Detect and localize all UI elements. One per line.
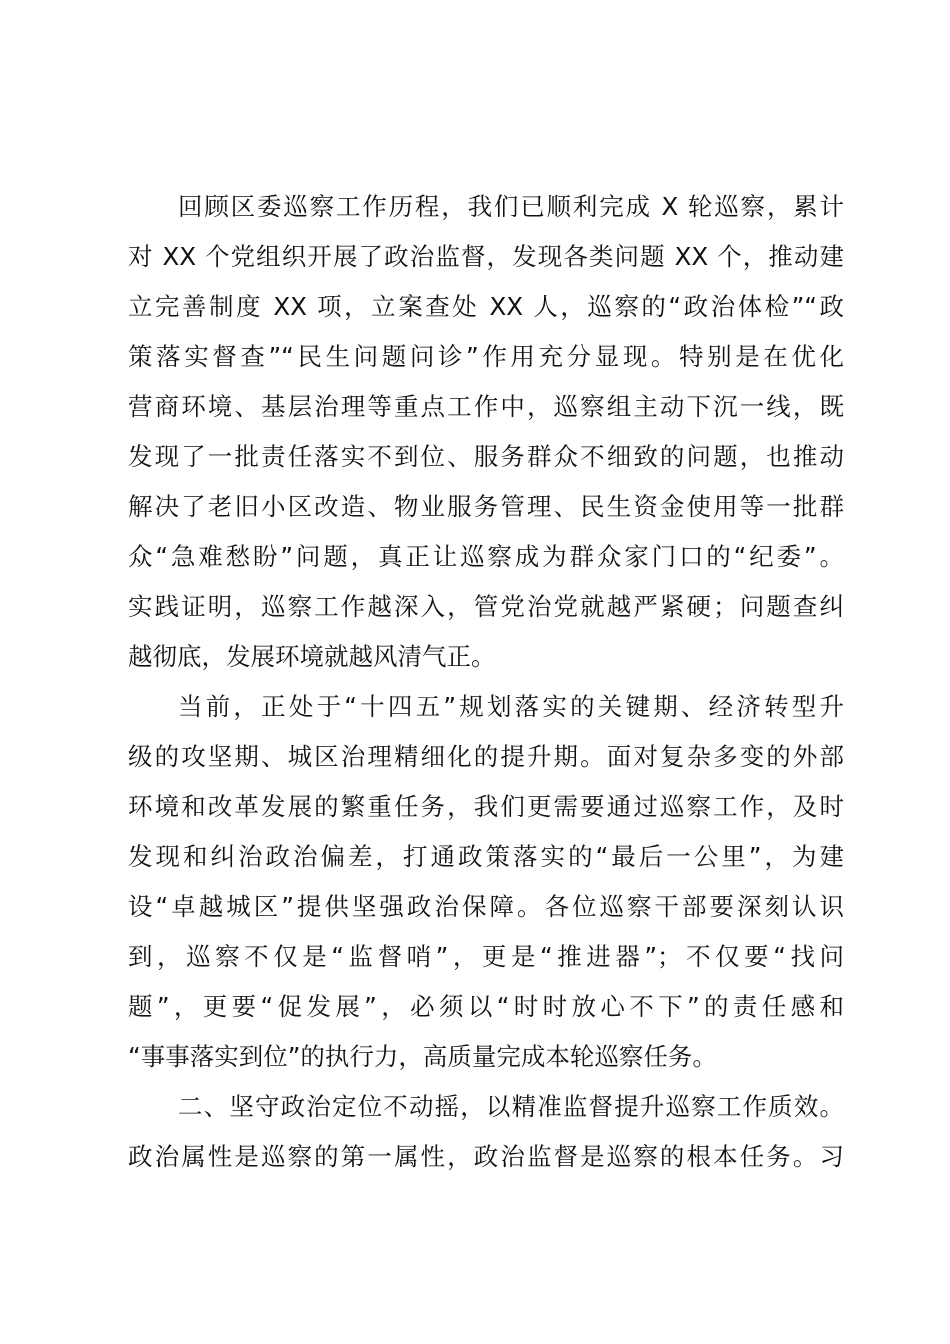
paragraph-section-two (128, 1082, 844, 1182)
text-line: “事事落实到位”的执行力，高质量完成本轮巡察任务。 (128, 1042, 717, 1071)
text-line: 环境和改革发展的繁重任务，我们更需要通过巡察工作，及时 (128, 792, 844, 821)
text-line: 实践证明，巡察工作越深入，管党治党就越严紧硬；问题查纠 (128, 592, 844, 621)
text-line: 级的攻坚期、城区治理精细化的提升期。面对复杂多变的外部 (128, 742, 844, 771)
text-line: 回顾区委巡察工作历程，我们已顺利完成 X 轮巡察，累计 (178, 192, 844, 221)
text-line: 设“卓越城区”提供坚强政治保障。各位巡察干部要深刻认识 (128, 892, 844, 921)
text-line: 发现和纠治政治偏差，打通政策落实的“最后一公里”，为建 (128, 842, 844, 871)
text-line: 到，巡察不仅是“监督哨”，更是“推进器”；不仅要“找问 (128, 942, 844, 971)
text-line: 众“急难愁盼”问题，真正让巡察成为群众家门口的“纪委”。 (128, 542, 844, 571)
text-line: 立完善制度 XX 项，立案查处 XX 人，巡察的“政治体检”“政 (128, 292, 844, 321)
paragraph-review (128, 182, 844, 682)
paragraph-current-situation (128, 682, 844, 1082)
text-line: 题”，更要“促发展”，必须以“时时放心不下”的责任感和 (128, 992, 844, 1021)
text-line: 越彻底，发展环境就越风清气正。 (128, 642, 496, 671)
section-heading-line: 二、坚守政治定位不动摇，以精准监督提升巡察工作质效。 (178, 1092, 844, 1121)
text-line: 解决了老旧小区改造、物业服务管理、民生资金使用等一批群 (128, 492, 844, 521)
document-body (128, 182, 844, 1182)
text-line: 策落实督查”“民生问题问诊”作用充分显现。特别是在优化 (128, 342, 844, 371)
text-line: 政治属性是巡察的第一属性，政治监督是巡察的根本任务。习 (128, 1142, 844, 1171)
text-line: 当前，正处于“十四五”规划落实的关键期、经济转型升 (178, 692, 844, 721)
text-line: 营商环境、基层治理等重点工作中，巡察组主动下沉一线，既 (128, 392, 844, 421)
text-line: 对 XX 个党组织开展了政治监督，发现各类问题 XX 个，推动建 (128, 242, 844, 271)
text-line: 发现了一批责任落实不到位、服务群众不细致的问题，也推动 (128, 442, 844, 471)
